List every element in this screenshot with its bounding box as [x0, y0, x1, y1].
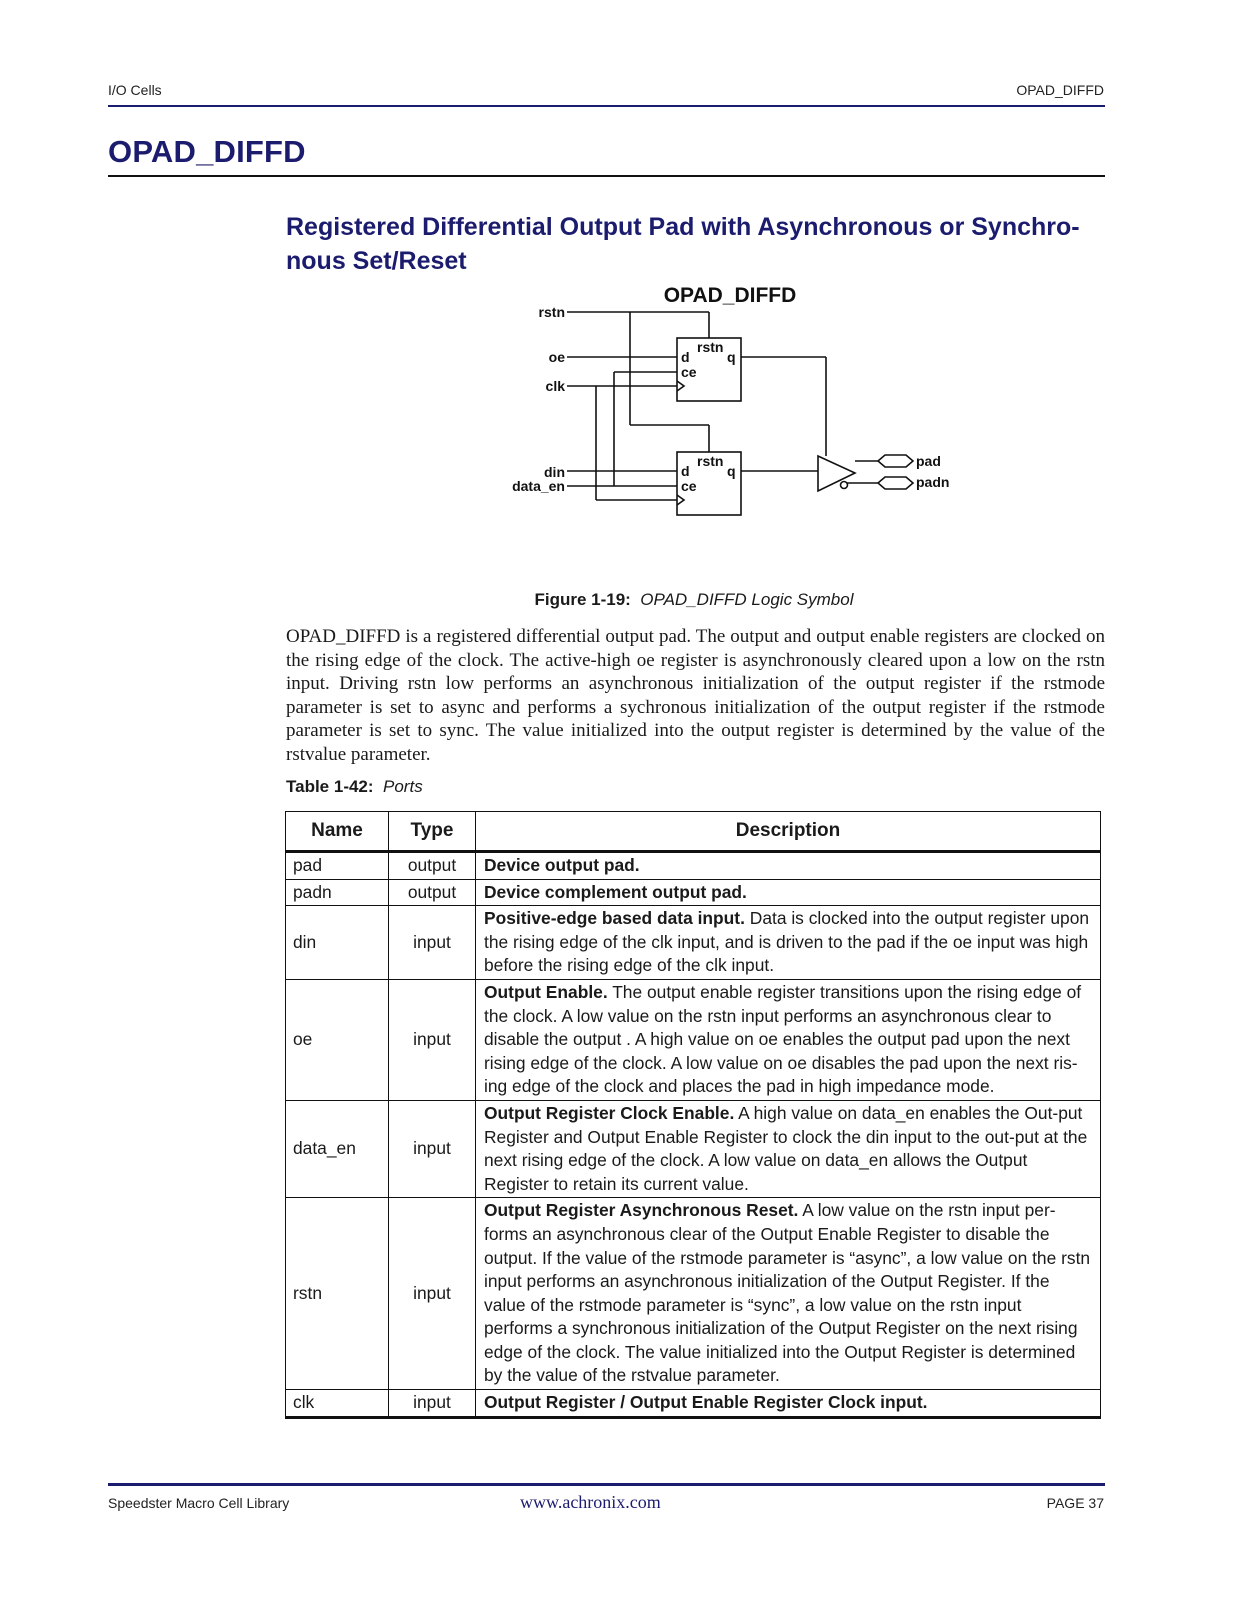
- header-description: Description: [476, 812, 1101, 852]
- port-description-lead: Device output pad.: [484, 855, 640, 875]
- logic-symbol-diagram: [480, 280, 980, 530]
- port-description-lead: Device complement output pad.: [484, 881, 747, 902]
- port-description: [476, 906, 1101, 980]
- reg-top-q: q: [727, 349, 736, 365]
- port-name: clk: [286, 1390, 389, 1418]
- diagram-title: OPAD_DIFFD: [663, 284, 797, 307]
- port-description-body: Data is clocked into the output register upon the rising edge of the clk input, and is driven to the pad if the oe input was high before the rising edge of the clk input.: [484, 908, 1090, 976]
- footer-url-link[interactable]: www.achronix.com: [520, 1492, 661, 1512]
- footer-rule: [108, 1483, 1105, 1486]
- reg-bottom-d: d: [681, 463, 690, 479]
- inversion-bubble: [841, 482, 848, 489]
- table-row: [286, 1100, 1101, 1197]
- table-caption: [286, 777, 423, 797]
- port-description-body: A high value on data_en enables the Out-put Register and Output Enable Register to clock the din input to the out-put at the next rising edge of the clock. A low value on data_en allows the Output Register to retain its current value.: [484, 1102, 1088, 1194]
- port-description-lead: Output Enable.: [484, 981, 608, 1002]
- header-rule: [108, 105, 1105, 107]
- pad-port: [878, 455, 913, 467]
- title-rule: [108, 175, 1105, 177]
- port-description-lead: Positive-edge based data input.: [484, 908, 745, 929]
- reg-top-d: d: [681, 349, 690, 365]
- port-description-lead: Output Register Clock Enable.: [484, 1102, 735, 1123]
- table-row: [286, 879, 1101, 906]
- table-caption-text: Ports: [383, 777, 423, 796]
- reg-top-rstn: rstn: [697, 339, 724, 355]
- label-padn: padn: [916, 474, 950, 490]
- port-type: output: [389, 852, 476, 880]
- port-description-lead: Output Register / Output Enable Register Clock input.: [484, 1392, 928, 1413]
- port-name: padn: [286, 879, 389, 906]
- table-row: [286, 852, 1101, 880]
- table-header-row: [286, 812, 1101, 852]
- description-paragraph: OPAD_DIFFD is a registered differential output pad. The output and output enable registers are clocked on the rising edge of the clock. The active-high oe register is asynchronously cleared upon a low on the rstn input. Driving rstn low performs an asynchronous initialization of the output register if the rstmode parameter is set to async and performs a sychronous initialization of the output register if the rstmode parameter is set to sync. The value initialized into the output register is determined by the value of the rstvalue parameter.: [286, 626, 1105, 765]
- label-oe: oe: [548, 349, 565, 365]
- ports-table: [285, 811, 1101, 1419]
- port-description-lead: Output Register Asynchronous Reset.: [484, 1200, 799, 1221]
- page-number: PAGE 37: [1046, 1495, 1104, 1511]
- label-din: din: [544, 464, 565, 480]
- subtitle-line-2: nous Set/Reset: [286, 247, 467, 275]
- reg-bottom-rstn: rstn: [697, 453, 724, 469]
- port-type: input: [389, 1390, 476, 1418]
- reg-top-ce: ce: [681, 364, 697, 380]
- port-type: input: [389, 1198, 476, 1390]
- reg-bottom-q: q: [727, 463, 736, 479]
- port-description: [476, 979, 1101, 1100]
- running-header-left: I/O Cells: [108, 82, 162, 98]
- subtitle-line-1: Registered Differential Output Pad with Asynchronous or Synchro-: [286, 213, 1080, 241]
- page-title: OPAD_DIFFD: [108, 134, 306, 169]
- table-caption-label: Table 1-42:: [286, 777, 374, 796]
- table-row: [286, 906, 1101, 980]
- figure-caption: [0, 590, 1237, 610]
- differential-buffer: [818, 456, 855, 491]
- reg-bottom-ce: ce: [681, 478, 697, 494]
- port-name: rstn: [286, 1198, 389, 1390]
- port-description: [476, 879, 1101, 906]
- label-rstn: rstn: [538, 304, 565, 320]
- header-name: Name: [286, 812, 389, 852]
- footer-left: Speedster Macro Cell Library: [108, 1495, 290, 1511]
- table-row: [286, 1198, 1101, 1390]
- port-description: [476, 1198, 1101, 1390]
- port-description-body: The output enable register transitions upon the rising edge of the clock. A low value on the rstn input performs an asynchronous clear to disable the output . A high value on oe enables the output pad upon the next rising edge of the clock. A low value on oe disables the pad upon the next ris-ing edge of the clock and places the pad in high impedance mode.: [484, 981, 1082, 1097]
- port-name: pad: [286, 852, 389, 880]
- port-description-body: A low value on the rstn input per-forms an asynchronous clear of the Output Enable Register to disable the output. If the value of the rstmode parameter is “async”, a low value on the rstn input performs an asynchronous initialization of the Output Register. If the value of the rstmode parameter is “sync”, a low value on the rstn input performs a synchronous initialization of the Output Register on the next rising edge of the clock. The value initialized into the Output Register is determined by the value of the rstvalue parameter.: [484, 1200, 1091, 1386]
- label-pad: pad: [916, 453, 941, 469]
- port-description: [476, 1390, 1101, 1418]
- port-type: input: [389, 979, 476, 1100]
- table-row: [286, 1390, 1101, 1418]
- label-clk: clk: [545, 378, 565, 394]
- figure-caption-text: OPAD_DIFFD Logic Symbol: [640, 590, 854, 609]
- table-row: [286, 979, 1101, 1100]
- port-type: output: [389, 879, 476, 906]
- port-description: [476, 852, 1101, 880]
- section-subtitle: [286, 210, 1106, 278]
- port-type: input: [389, 906, 476, 980]
- port-description: [476, 1100, 1101, 1197]
- running-header-right: OPAD_DIFFD: [1016, 82, 1104, 98]
- port-name: data_en: [286, 1100, 389, 1197]
- port-type: input: [389, 1100, 476, 1197]
- padn-port: [878, 477, 913, 489]
- port-name: oe: [286, 979, 389, 1100]
- label-data-en: data_en: [512, 478, 565, 494]
- port-name: din: [286, 906, 389, 980]
- figure-caption-label: Figure 1-19:: [534, 590, 631, 609]
- header-type: Type: [389, 812, 476, 852]
